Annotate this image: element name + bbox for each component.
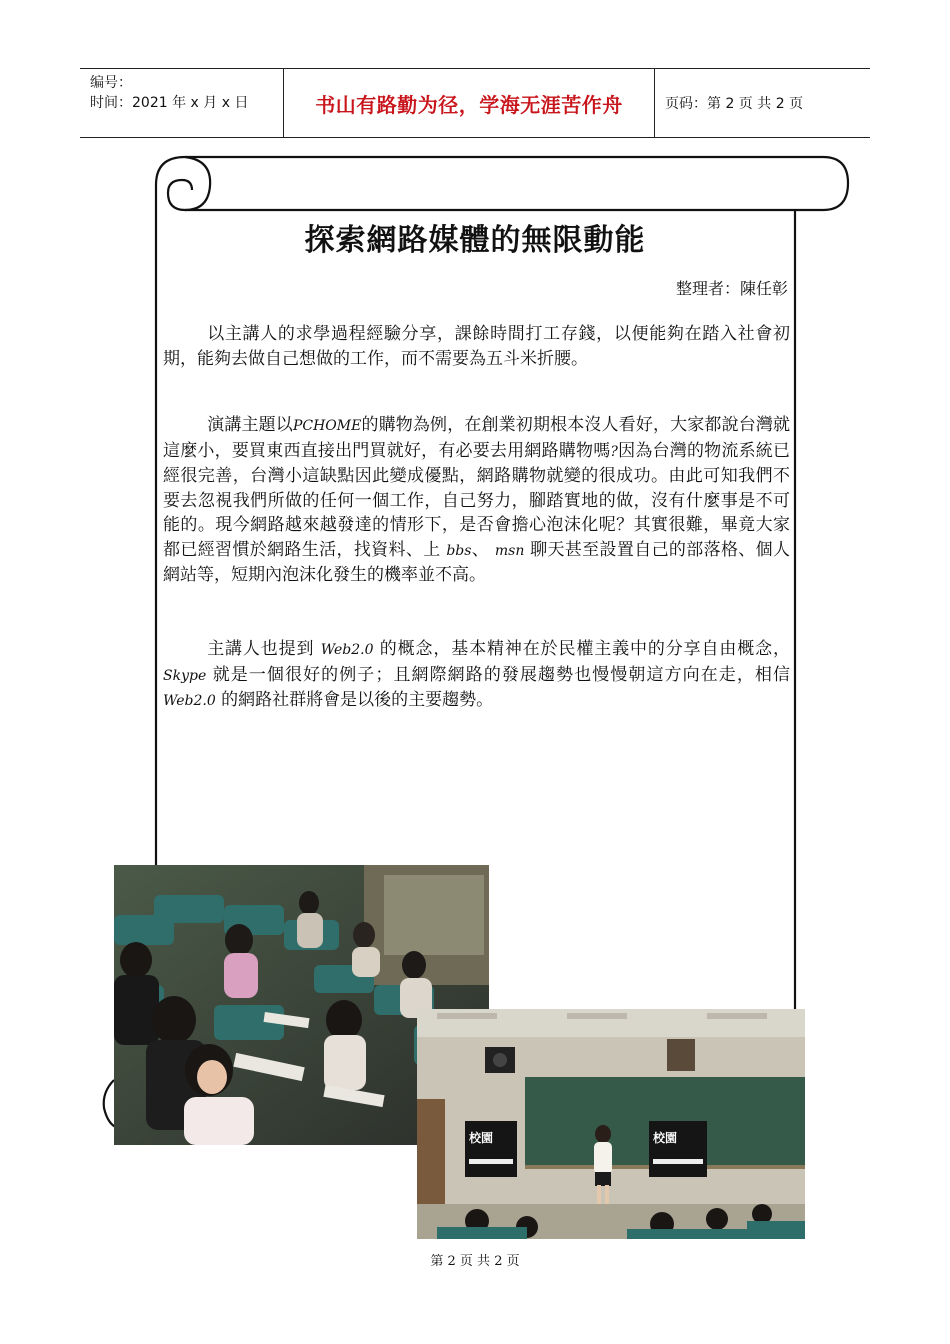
header-page-cell [655,69,870,137]
header-motto-cell [284,69,655,137]
p2-text-a: 演講主題以 [207,415,293,435]
speaker-photo [417,1009,805,1239]
motto-text: 书山有路勤为径，学海无涯苦作舟 [315,92,623,117]
banner-left-text: 校園 [469,1131,494,1145]
p2-question: ? [610,443,618,460]
p2-text-c: 因為台灣的物流系統已經很完善，台灣小這缺點因此變成優點，網路購物就變的很成功。由此可知我們不要去忽視我們所做的任何一個工作，自己努力，腳踏實地的做，沒有什麼事是不可能的。現今網路越來越發達的情形下，是否會擔心泡沫化呢？其實很難，畢竟大家都已經習慣於網路生活，找資料、上 [163,440,791,560]
p2-text-b: 的購物為例，在創業初期根本沒人看好，大家都說台灣就這麼小，要買東西直接出門買就好，有必要去用網路購物嗎 [163,415,791,461]
p3-text-b: 的概念，基本精神在於民權主義中的分享自由概念， [373,639,791,659]
p3-web20-second: Web2.0 [163,693,216,709]
banner-right-text: 校園 [653,1131,678,1145]
paragraph-intro: 以主講人的求學過程經驗分享，課餘時間打工存錢，以便能夠在踏入社會初期，能夠去做自己想做的工作，而不需要為五斗米折腰。 [163,324,790,369]
document-number-label: 编号： [90,75,132,91]
paragraph-web20 [163,637,790,714]
document-date-label: 时间：2021 年 x 月 x 日 [90,95,249,111]
p3-text-a: 主講人也提到 [207,639,321,659]
p3-text-c: 就是一個很好的例子；且網際網路的發展趨勢也慢慢朝這方向在走，相信 [206,664,790,685]
article-author: 整理者：陳任彰 [675,279,788,298]
banner-left [465,1121,517,1177]
p2-msn: msn [494,542,525,559]
banner-right [649,1121,707,1177]
p2-bbs: bbs [446,542,472,559]
p2-text-e: 聊天甚至設置自己的部落格、個人網站等，短期內泡沫化發生的機率並不高。 [163,539,791,585]
article-title: 探索網路媒體的無限動能 [304,223,646,258]
p2-text-d: 、 [471,539,495,560]
speaker-photo-art [417,1009,805,1239]
p3-skype: Skype [163,667,207,684]
document-header [80,68,870,138]
page-footer: 第 2 页 共 2 页 [430,1254,520,1269]
header-meta-cell [80,69,284,137]
p2-pchome: PCHOME [292,418,362,434]
p3-text-d: 的網路社群將會是以後的主要趨勢。 [215,690,494,710]
page-count-label: 页码：第 2 页 共 2 页 [665,96,804,112]
p3-web20: Web2.0 [320,642,374,658]
paragraph-pchome [163,413,790,588]
